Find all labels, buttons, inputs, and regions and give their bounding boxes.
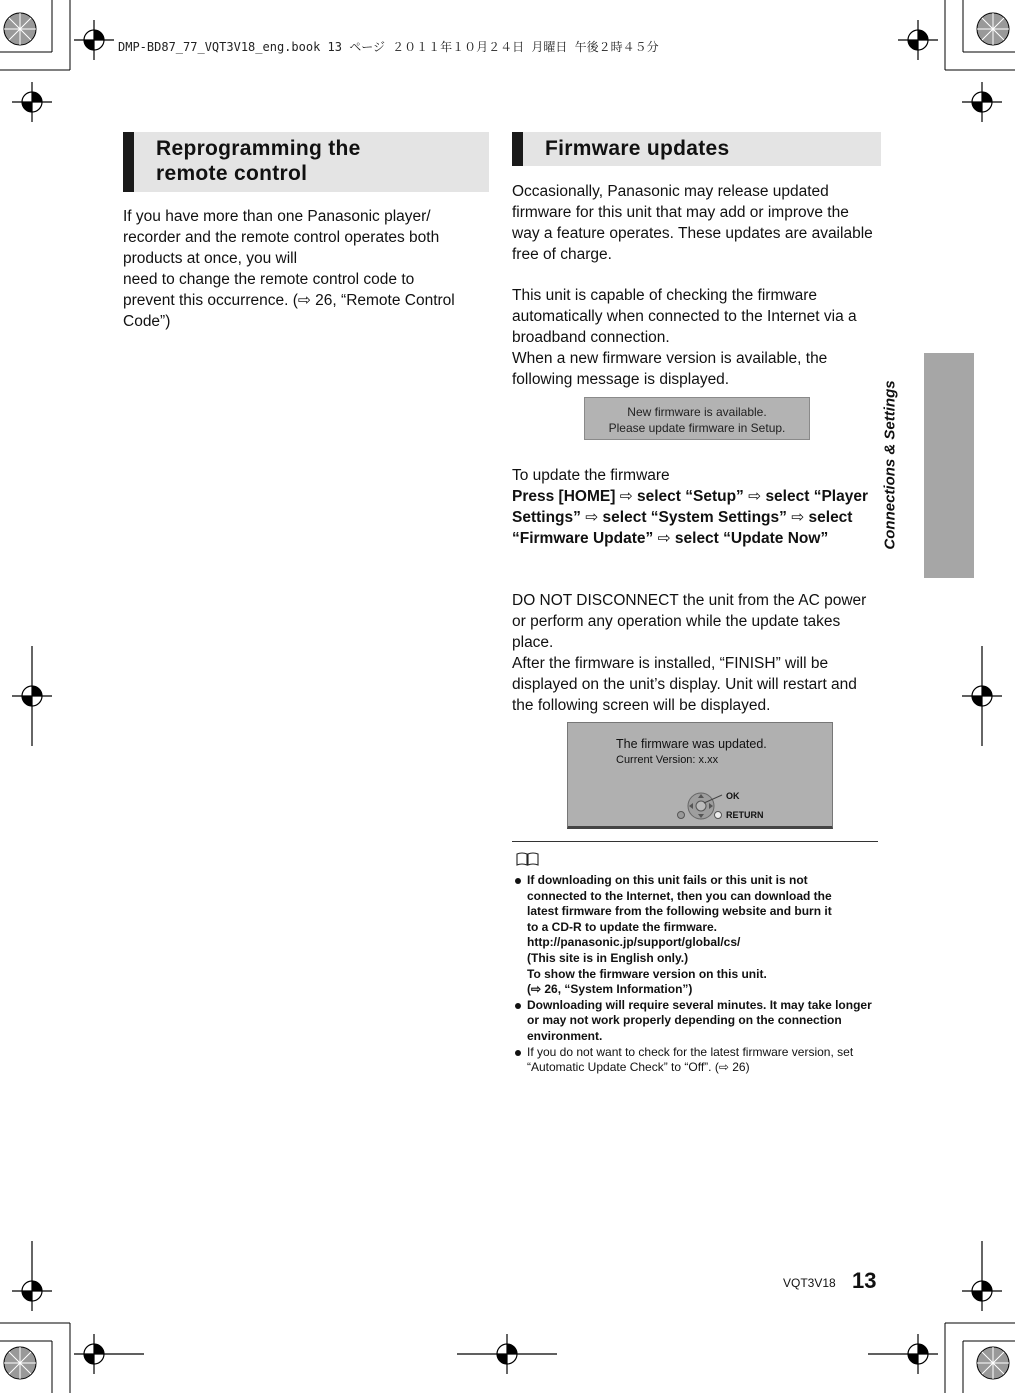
ok-label: OK <box>726 791 740 801</box>
arrow-icon: ⇨ <box>791 509 805 526</box>
arrow-icon: ⇨ <box>748 488 762 505</box>
note-line: If downloading on this unit fails or this unit is not <box>527 873 808 887</box>
note-item: Downloading will require several minutes. It may take longer or may not work properly depending on the connection environment. <box>512 998 878 1045</box>
firmware-available-message <box>584 397 810 440</box>
step: Press [HOME] <box>512 488 616 505</box>
paragraph: DO NOT DISCONNECT the unit from the AC power or perform any operation while the update takes place. <box>512 592 867 651</box>
body-line: Code”) <box>123 313 171 330</box>
message-line: New firmware is available. <box>627 405 767 419</box>
side-tab-label: Connections & Settings <box>881 380 899 550</box>
firmware-updated-screen <box>567 722 833 829</box>
note-line: (This site is in English only.) <box>527 950 689 965</box>
paragraph: Occasionally, Panasonic may release updated firmware for this unit that may add or improve the way a feature operates. These updates are available free of charge. <box>512 183 873 263</box>
paragraph: When a new firmware version is available, the following message is displayed. <box>512 350 828 388</box>
note-line: latest firmware from the following website and burn it <box>527 904 832 919</box>
paragraph: This unit is capable of checking the firmware automatically when connected to the Internet via a broadband connection. <box>512 287 857 346</box>
note-book-icon <box>515 851 541 867</box>
arrow-icon: ⇨ <box>585 509 599 526</box>
paragraph: After the firmware is installed, “FINISH” will be displayed on the unit’s display. Unit will restart and the following screen will be displayed. <box>512 655 857 714</box>
step: select “Firmware Update” <box>512 509 853 547</box>
body-line: prevent this occurrence. (⇨ 26, “Remote Control <box>123 292 455 309</box>
arrow-icon: ⇨ <box>619 488 633 505</box>
step: select “Setup” <box>637 488 744 505</box>
return-label: RETURN <box>726 810 764 820</box>
support-url: http://panasonic.jp/support/global/cs/ <box>527 935 741 950</box>
model-code: VQT3V18 <box>783 1276 836 1290</box>
notes <box>512 873 878 1076</box>
section-title-remote <box>123 132 489 192</box>
dpad-icon <box>674 789 724 823</box>
update-heading: To update the firmware <box>512 467 670 484</box>
page-number: 13 <box>852 1268 877 1293</box>
remote-body <box>123 206 493 332</box>
step: select “Update Now” <box>674 530 829 547</box>
firmware-intro <box>512 181 880 390</box>
body-line: recorder and the remote control operates both <box>123 229 440 246</box>
section-title-firmware: Firmware updates <box>512 132 881 166</box>
book-header-line: DMP-BD87_77_VQT3V18_eng.book 13 ページ ２０１１年１０月２４日 月曜日 午後２時４５分 <box>118 40 659 54</box>
note-line: (⇨ 26, “System Information”) <box>527 982 693 997</box>
update-instructions <box>512 465 880 549</box>
update-steps <box>512 486 880 549</box>
note-item: If you do not want to check for the latest firmware version, set “Automatic Update Check” to “Off”. (⇨ 26) <box>512 1045 878 1076</box>
note-line: to a CD-R to update the firmware. <box>527 919 718 934</box>
screen-version: Current Version: x.xx <box>616 754 719 766</box>
message-line: Please update firmware in Setup. <box>608 421 786 435</box>
body-line: need to change the remote control code to <box>123 271 415 288</box>
arrow-icon: ⇨ <box>657 530 671 547</box>
screen-title: The firmware was updated. <box>616 737 767 751</box>
note-item <box>512 873 878 998</box>
step: select “Player Settings” <box>512 488 868 526</box>
side-tab <box>924 353 974 578</box>
step: select “System Settings” <box>602 509 787 526</box>
section-title-line: Reprogramming the <box>156 137 361 160</box>
note-line: connected to the Internet, then you can download the <box>527 888 832 903</box>
update-warning <box>512 590 880 716</box>
body-line: products at once, you will <box>123 250 298 267</box>
section-title-line: remote control <box>156 162 308 185</box>
note-line: To show the firmware version on this unit. <box>527 966 767 981</box>
notes-divider <box>512 841 878 842</box>
body-line: If you have more than one Panasonic player/ <box>123 208 431 225</box>
